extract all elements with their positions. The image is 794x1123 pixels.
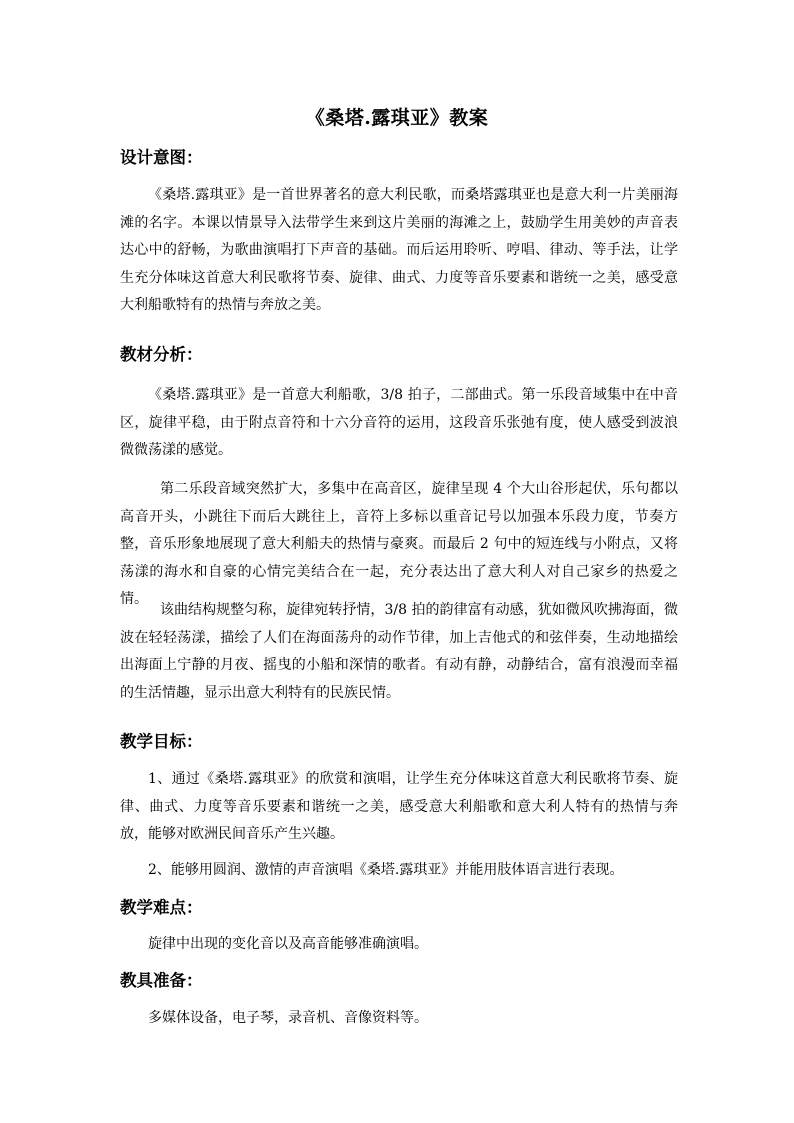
material-analysis-paragraph-1: 《桑塔.露琪亚》是一首意大利船歌，3/8 拍子，二部曲式。第一乐段音域集中在中音区，旋律平稳，由于附点音符和十六分音符的运用，这段音乐张弛有度，使人感受到波浪微微荡漾的感觉。 [120,387,678,459]
section-heading-difficulties: 教学难点： [120,898,203,917]
teaching-goal-1: 1、通过《桑塔.露琪亚》的欣赏和演唱，让学生充分体味这首意大利民歌将节奏、旋律、曲式、力度等音乐要素和谐统一之美，感受意大利船歌和意大利人特有的热情与奔放，能够对欧洲民间音乐产生兴趣。 [120,771,678,843]
document-title: 《桑塔.露琪亚》教案 [305,107,489,129]
material-analysis-paragraph-2: 第二乐段音域突然扩大，多集中在高音区，旋律呈现 4 个大山谷形起伏，乐句都以高音开头，小跳往下而后大跳往上，音符上多标以重音记号以加强本乐段力度，节奏方整，音乐形象地展现了意大利船夫的热情与豪爽。而最后 2 句中的短连线与小附点，又将荡漾的海水和自豪的心情完美结合在一起，充分表达出了意大利人对自己家乡的热爱之情。 [120,481,678,608]
difficulties-paragraph: 旋律中出现的变化音以及高音能够准确演唱。 [148,936,428,952]
material-analysis-paragraph-3: 该曲结构规整匀称，旋律宛转抒情，3/8 拍的韵律富有动感，犹如微风吹拂海面，微波在轻轻荡漾，描绘了人们在海面荡舟的动作节律，加上吉他式的和弦伴奏，生动地描绘出海面上宁静的月夜、摇曳的小船和深情的歌者。有动有静，动静结合，富有浪漫而幸福的生活情趣，显示出意大利特有的民族民情。 [120,602,678,701]
teaching-goal-2: 2、能够用圆润、激情的声音演唱《桑塔.露琪亚》并能用肢体语言进行表现。 [148,862,624,878]
section-heading-teaching-goals: 教学目标： [120,732,203,751]
materials-paragraph: 多媒体设备，电子琴，录音机、音像资料等。 [148,1010,428,1026]
section-heading-design-intent: 设计意图： [120,148,203,167]
section-heading-materials: 教具准备： [120,971,203,990]
section-heading-material-analysis: 教材分析： [120,345,203,364]
design-intent-paragraph: 《桑塔.露琪亚》是一首世界著名的意大利民歌，而桑塔露琪亚也是意大利一片美丽海滩的名字。本课以情景导入法带学生来到这片美丽的海滩之上，鼓励学生用美妙的声音表达心中的舒畅，为歌曲演唱打下声音的基础。而后运用聆听、哼唱、律动、等手法，让学生充分体味这首意大利民歌将节奏、旋律、曲式、力度等音乐要素和谐统一之美，感受意大利船歌特有的热情与奔放之美。 [120,187,678,314]
